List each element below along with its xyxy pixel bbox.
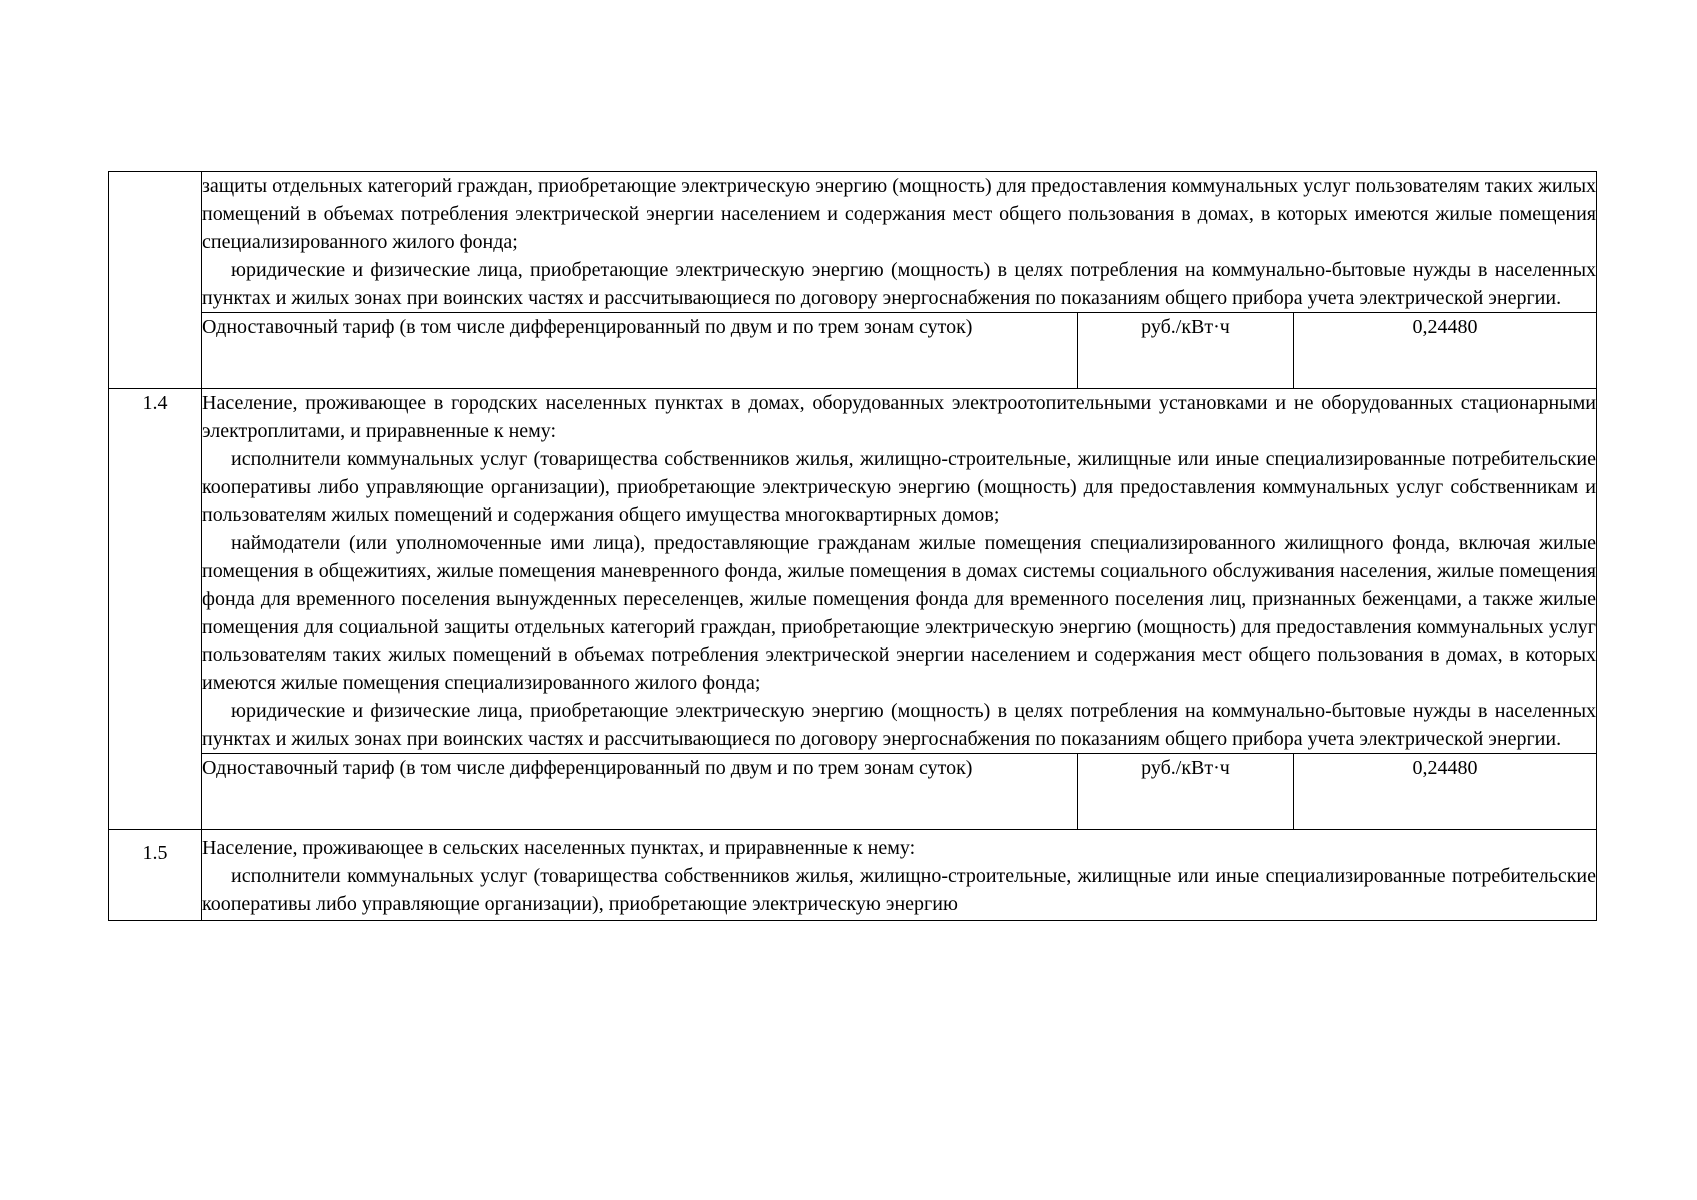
description-paragraph: Население, проживающее в сельских населенных пунктах, и приравненные к нему: xyxy=(202,837,916,859)
tariff-name: Одноставочный тариф (в том числе дифференцированный по двум и по трем зонам суток) xyxy=(202,313,1078,389)
table-row xyxy=(109,830,1597,921)
tariff-row xyxy=(109,313,1597,389)
tariff-value: 0,24480 xyxy=(1294,313,1597,389)
description-paragraph: юридические и физические лица, приобретающие электрическую энергию (мощность) в целях потребления на коммунально-бытовые нужды в населенных пунктах и жилых зонах при воинских частях и рассчитывающиеся по договору энергоснабжения по показаниям общего прибора учета электрической энергии. xyxy=(202,259,1597,309)
tariff-row xyxy=(109,754,1597,830)
row-number-cell xyxy=(109,172,202,389)
tariff-unit: руб./кВт·ч xyxy=(1078,313,1294,389)
description-paragraph: исполнители коммунальных услуг (товарищества собственников жилья, жилищно-строительные, жилищные или иные специализированные потребительские кооперативы либо управляющие организации), приобретающие электрическую энергию xyxy=(202,865,1597,915)
category-description xyxy=(202,389,1597,754)
description-paragraph: наймодатели (или уполномоченные ими лица), предоставляющие гражданам жилые помещения специализированного жилищного фонда, включая жилые помещения в общежитиях, жилые помещения маневренного фонда, жилые помещения в домах системы социального обслуживания населения, жилые помещения фонда для временного поселения вынужденных переселенцев, жилые помещения фонда для временного поселения лиц, признанных беженцами, а также жилые помещения для социальной защиты отдельных категорий граждан, приобретающие электрическую энергию (мощность) для предоставления коммунальных услуг пользователям таких жилых помещений в объемах потребления электрической энергии населением и содержания мест общего пользования в домах, в которых имеются жилые помещения специализированного жилого фонда; xyxy=(202,532,1597,694)
tariff-value: 0,24480 xyxy=(1294,754,1597,830)
category-description xyxy=(202,830,1597,921)
description-paragraph: защиты отдельных категорий граждан, приобретающие электрическую энергию (мощность) для предоставления коммунальных услуг пользователям таких жилых помещений в объемах потребления электрической энергии населением и содержания мест общего пользования в домах, в которых имеются жилые помещения специализированного жилого фонда; xyxy=(202,175,1597,253)
description-paragraph: юридические и физические лица, приобретающие электрическую энергию (мощность) в целях потребления на коммунально-бытовые нужды в населенных пунктах и жилых зонах при воинских частях и рассчитывающиеся по договору энергоснабжения по показаниям общего прибора учета электрической энергии. xyxy=(202,700,1597,750)
table-row xyxy=(109,389,1597,754)
tariff-table xyxy=(108,171,1597,921)
category-description xyxy=(202,172,1597,313)
table-row xyxy=(109,172,1597,313)
description-paragraph: Население, проживающее в городских населенных пунктах в домах, оборудованных электроотопительными установками и не оборудованных стационарными электроплитами, и приравненные к нему: xyxy=(202,392,1597,442)
description-paragraph: исполнители коммунальных услуг (товарищества собственников жилья, жилищно-строительные, жилищные или иные специализированные потребительские кооперативы либо управляющие организации), приобретающие электрическую энергию (мощность) для предоставления коммунальных услуг собственникам и пользователям жилых помещений и содержания общего имущества многоквартирных домов; xyxy=(202,448,1597,526)
tariff-unit: руб./кВт·ч xyxy=(1078,754,1294,830)
row-number-cell: 1.4 xyxy=(109,389,202,830)
tariff-name: Одноставочный тариф (в том числе дифференцированный по двум и по трем зонам суток) xyxy=(202,754,1078,830)
row-number-cell: 1.5 xyxy=(109,830,202,921)
